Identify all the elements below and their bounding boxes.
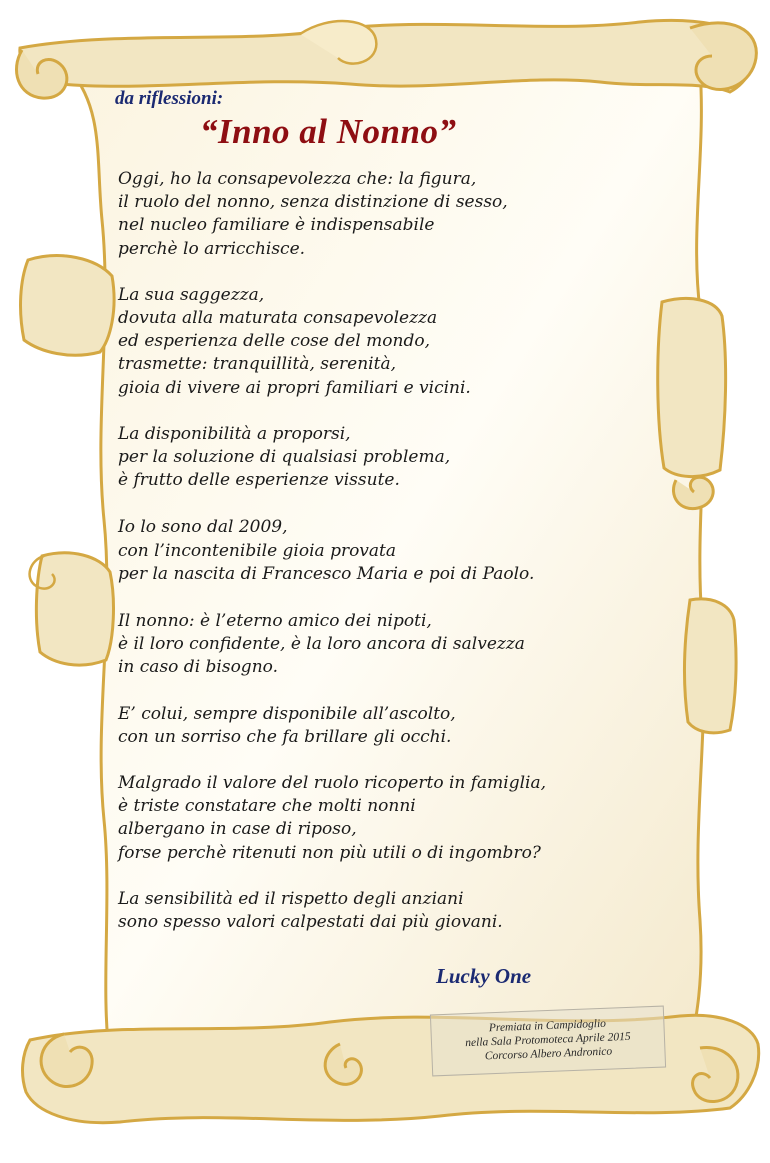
left-scroll-upper	[21, 256, 115, 356]
poem-line: Il nonno: è l’eterno amico dei nipoti,	[118, 611, 432, 632]
poem-line: La disponibilità a proporsi,	[118, 423, 351, 444]
poem-line: per la soluzione di qualsiasi problema,	[118, 447, 451, 468]
poem-stanza-3	[118, 423, 598, 493]
award-line-2: nella Sala Protomoteca Aprile 2015	[465, 1030, 631, 1050]
poem-body	[118, 168, 598, 934]
poem-line: perchè lo arricchisce.	[118, 238, 306, 259]
poem-stanza-4	[118, 516, 598, 586]
poem-line: Malgrado il valore del ruolo ricoperto in famiglia,	[118, 773, 547, 794]
poem-line: E’ colui, sempre disponibile all’ascolto,	[118, 703, 456, 724]
poem-line: dovuta alla maturata consapevolezza	[118, 308, 438, 329]
poem-line: nel nucleo familiare è indispensabile	[118, 215, 435, 236]
award-line-3: Corcorso Albero Andronico	[484, 1045, 613, 1063]
award-note-box	[430, 1006, 666, 1077]
award-line-1: Premiata in Campidoglio	[488, 1017, 607, 1035]
poem-line: Oggi, ho la consapevolezza che: la figura,	[118, 169, 477, 189]
right-scroll-upper	[658, 298, 726, 476]
poem-line: il ruolo del nonno, senza distinzione di sesso,	[118, 192, 508, 213]
poem-stanza-2	[118, 284, 598, 400]
poem-line: albergano in case di riposo,	[118, 819, 357, 840]
poem-line: Io lo sono dal 2009,	[118, 517, 288, 538]
right-scroll-lower	[684, 599, 736, 733]
poem-title: “Inno al Nonno”	[200, 112, 457, 151]
poem-line: con l’incontenibile gioia provata	[118, 540, 397, 561]
poem-line: con un sorriso che fa brillare gli occhi.	[118, 726, 452, 747]
poem-line: ed esperienza delle cose del mondo,	[118, 331, 430, 352]
author-signature: Lucky One	[436, 964, 532, 988]
poem-stanza-8	[118, 888, 598, 934]
poem-line: La sua saggezza,	[118, 284, 265, 305]
poem-line: sono spesso valori calpestati dai più giovani.	[118, 912, 503, 933]
poem-stanza-7	[118, 772, 598, 865]
source-heading: da riflessioni:	[115, 88, 224, 109]
poem-stanza-1	[118, 168, 598, 261]
poem-line: La sensibilità ed il rispetto degli anziani	[118, 888, 464, 909]
poem-line: gioia di vivere ai propri familiari e vicini.	[118, 377, 471, 398]
poem-line: in caso di bisogno.	[118, 657, 278, 678]
poem-stanza-5	[118, 610, 598, 680]
poem-line: è il loro confidente, è la loro ancora di salvezza	[118, 634, 525, 655]
poem-line: per la nascita di Francesco Maria e poi di Paolo.	[118, 563, 535, 584]
poem-line: trasmette: tranquillità, serenità,	[118, 354, 396, 375]
poem-stanza-6	[118, 703, 598, 749]
top-scroll-roll	[20, 20, 755, 92]
left-scroll-lower	[36, 553, 113, 665]
poem-line: forse perchè ritenuti non più utili o di ingombro?	[118, 842, 541, 863]
poem-line: è frutto delle esperienze vissute.	[118, 470, 400, 491]
poem-line: è triste constatare che molti nonni	[118, 796, 416, 817]
